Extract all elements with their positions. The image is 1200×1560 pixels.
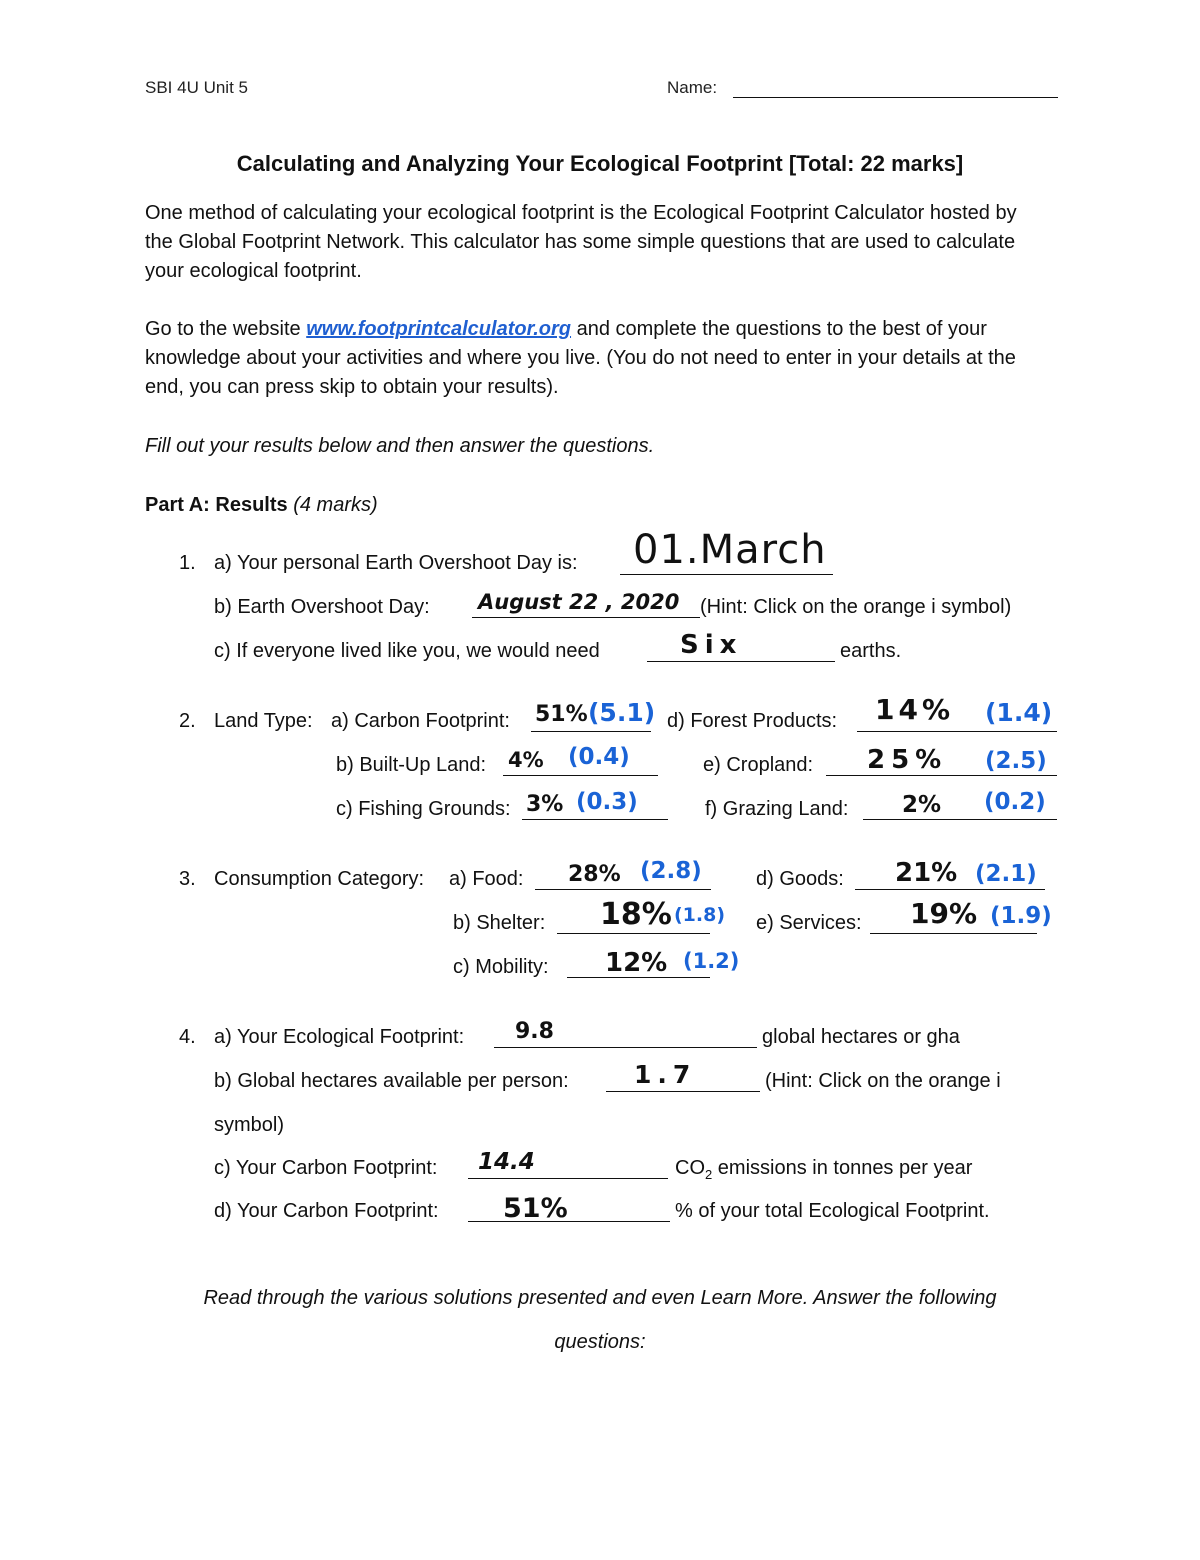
q1a-answer-line[interactable] xyxy=(620,574,833,575)
q3b-handwritten-gha: (1.8) xyxy=(674,904,726,926)
website-text-before: Go to the website xyxy=(145,318,307,340)
q4a-label: a) Your Ecological Footprint: xyxy=(214,1026,465,1048)
q2f-label: f) Grazing Land: xyxy=(705,798,849,820)
part-a-title: Part A: Results xyxy=(145,494,288,516)
q2a-handwritten-pct: 51% xyxy=(535,702,588,727)
name-field-line[interactable] xyxy=(733,97,1058,98)
q4c-handwritten-answer: 14.4 xyxy=(478,1149,535,1175)
q3a-answer-line[interactable] xyxy=(535,889,711,890)
q4a-suffix: global hectares or gha xyxy=(762,1026,960,1048)
q3d-handwritten-gha: (2.1) xyxy=(975,861,1037,887)
q3d-handwritten-pct: 21% xyxy=(895,858,958,888)
footprint-calculator-link[interactable]: www.footprintcalculator.org xyxy=(306,318,572,340)
website-text-after: and complete the questions to the best of your knowledge about your activities and where you live. (You do not need to enter in your details at the end, you can press skip to obtain your results). xyxy=(145,318,1016,398)
q2e-handwritten-gha: (2.5) xyxy=(985,748,1047,774)
q2d-handwritten-gha: (1.4) xyxy=(985,698,1053,727)
q1c-answer-line[interactable] xyxy=(647,661,835,662)
name-label: Name: xyxy=(667,78,718,97)
q4d-suffix: % of your total Ecological Footprint. xyxy=(675,1200,990,1222)
q3b-handwritten-pct: 18% xyxy=(600,897,672,932)
q2-number: 2. xyxy=(179,710,196,732)
q2a-answer-line[interactable] xyxy=(531,731,651,732)
q3a-handwritten-pct: 28% xyxy=(568,862,621,887)
q2b-answer-line[interactable] xyxy=(503,775,658,776)
q1b-handwritten-answer: August 22 , 2020 xyxy=(478,590,680,614)
q4b-answer-line[interactable] xyxy=(606,1091,760,1092)
q4d-label: d) Your Carbon Footprint: xyxy=(214,1200,439,1222)
q4c-suffix-co: CO xyxy=(675,1157,705,1179)
q4c-label: c) Your Carbon Footprint: xyxy=(214,1157,438,1179)
q3c-handwritten-gha: (1.2) xyxy=(683,949,740,973)
q3c-handwritten-pct: 12% xyxy=(605,948,668,978)
q2a-label: a) Carbon Footprint: xyxy=(331,710,510,732)
q3e-label: e) Services: xyxy=(756,912,862,934)
q2e-label: e) Cropland: xyxy=(703,754,814,776)
website-paragraph xyxy=(145,315,1045,402)
q1c-handwritten-answer: Six xyxy=(680,630,743,660)
q4b-hint-continued: symbol) xyxy=(214,1114,285,1136)
q2c-answer-line[interactable] xyxy=(522,819,668,820)
q4b-hint: (Hint: Click on the orange i xyxy=(765,1070,1001,1092)
q4b-label: b) Global hectares available per person: xyxy=(214,1070,569,1092)
q4d-handwritten-answer: 51% xyxy=(503,1193,568,1224)
part-a-marks: (4 marks) xyxy=(293,494,378,516)
q4c-suffix xyxy=(675,1156,972,1187)
q4c-suffix-rest: emissions in tonnes per year xyxy=(712,1157,973,1179)
q4c-suffix-subscript: 2 xyxy=(705,1167,713,1182)
q2c-handwritten-pct: 3% xyxy=(526,792,564,817)
q1-number: 1. xyxy=(179,552,196,574)
q2b-label: b) Built-Up Land: xyxy=(336,754,487,776)
q2b-handwritten-pct: 4% xyxy=(508,748,544,772)
q3d-answer-line[interactable] xyxy=(855,889,1045,890)
q1b-label: b) Earth Overshoot Day: xyxy=(214,596,430,618)
q1a-handwritten-answer: 01.March xyxy=(633,527,827,573)
q1b-answer-line[interactable] xyxy=(472,617,700,618)
q2f-handwritten-pct: 2% xyxy=(902,792,942,818)
q2f-handwritten-gha: (0.2) xyxy=(984,789,1046,815)
q3a-handwritten-gha: (2.8) xyxy=(640,858,702,884)
q2e-handwritten-pct: 25% xyxy=(867,745,948,775)
q3b-label: b) Shelter: xyxy=(453,912,546,934)
q2d-handwritten-pct: 14% xyxy=(875,693,955,726)
q2b-handwritten-gha: (0.4) xyxy=(568,744,630,770)
q1a-label: a) Your personal Earth Overshoot Day is: xyxy=(214,552,578,574)
q1b-hint: (Hint: Click on the orange i symbol) xyxy=(700,596,1012,618)
q2d-answer-line[interactable] xyxy=(857,731,1057,732)
part-a-heading xyxy=(145,493,378,517)
q4-number: 4. xyxy=(179,1026,196,1048)
page-title: Calculating and Analyzing Your Ecological Footprint [Total: 22 marks] xyxy=(236,151,964,176)
q2e-answer-line[interactable] xyxy=(826,775,1057,776)
q3a-label: a) Food: xyxy=(449,868,524,890)
q2c-handwritten-gha: (0.3) xyxy=(576,789,638,815)
closing-instruction: Read through the various solutions presented and even Learn More. Answer the following xyxy=(203,1287,997,1309)
q3-intro: Consumption Category: xyxy=(214,868,425,890)
q4d-answer-line[interactable] xyxy=(468,1221,670,1222)
q2-intro: Land Type: xyxy=(214,710,313,732)
instruction-text: Fill out your results below and then answer the questions. xyxy=(145,435,655,457)
q2d-label: d) Forest Products: xyxy=(667,710,838,732)
q4a-answer-line[interactable] xyxy=(494,1047,757,1048)
q4c-answer-line[interactable] xyxy=(468,1178,668,1179)
q3d-label: d) Goods: xyxy=(756,868,844,890)
q3-number: 3. xyxy=(179,868,196,890)
q3e-handwritten-gha: (1.9) xyxy=(990,903,1052,929)
intro-paragraph: One method of calculating your ecological footprint is the Ecological Footprint Calculator hosted by the Global Footprint Network. This calculator has some simple questions that are used to calculate your ecological footprint. xyxy=(145,202,1017,282)
q2f-answer-line[interactable] xyxy=(863,819,1057,820)
q3c-label: c) Mobility: xyxy=(453,956,549,978)
q3e-answer-line[interactable] xyxy=(870,933,1037,934)
closing-instruction-end: questions: xyxy=(554,1331,646,1353)
q4a-handwritten-answer: 9.8 xyxy=(515,1019,554,1044)
course-label: SBI 4U Unit 5 xyxy=(145,78,248,97)
q3e-handwritten-pct: 19% xyxy=(910,897,978,930)
q4b-handwritten-answer: 1.7 xyxy=(634,1060,697,1089)
q3b-answer-line[interactable] xyxy=(557,933,710,934)
q1c-suffix: earths. xyxy=(840,640,902,662)
q1c-label: c) If everyone lived like you, we would need xyxy=(214,640,600,662)
q2a-handwritten-gha: (5.1) xyxy=(588,698,656,727)
q2c-label: c) Fishing Grounds: xyxy=(336,798,511,820)
